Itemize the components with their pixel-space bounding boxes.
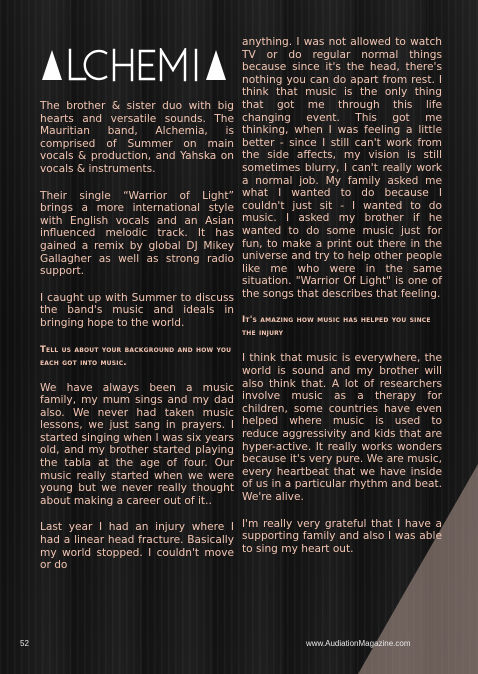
answer-paragraph-music-everywhere: I think that music is everywhere, the world is sound and my brother will also think that. A lot of researchers involve music as a therapy for children, some countries have even helped where music is used to reduce aggressivity and kids that are hyper-active. It really works wonders because it's very pure. We are music, every heartbeat that we have inside of us in a particular rhythm and beat. We're alive.: [242, 352, 442, 503]
answer-paragraph-continued: anything. I was not allowed to watch TV or do regular normal things because since it's the head, there's nothing you can do apart from rest. I think that music is the only thing that got me through this life changing event. This got me thinking, when I was feeling a little better - since I still can't work from the side affects, my vision is still sometimes blurry, I can't really work a normal job. My family asked me what I wanted to do because I couldn't just sit - I wanted to do music. I asked my brother if he wanted to do some music just for fun, to make a print out there in the universe and try to help other people like me who were in the same situation. "Warrior Of Light" is one of the songs that describes that feeling.: [242, 36, 442, 300]
alchemia-logo: [40, 48, 230, 82]
answer-paragraph-injury: Last year I had an injury where I had a linear head fracture. Basically my world stopped. I couldn't move or do: [40, 521, 234, 572]
left-column: [40, 100, 234, 586]
website-link[interactable]: www.AudiationMagazine.com: [306, 639, 411, 648]
interview-intro-paragraph: I caught up with Summer to discuss the band's music and ideals in bringing hope to the world.: [40, 291, 234, 329]
single-paragraph: Their single “Warrior of Light” brings a more international style with English vocals and an Asian influenced melodic track. It has gained a remix by global DJ Mikey Gallagher as well as strong radio support.: [40, 189, 234, 278]
intro-paragraph: The brother & sister duo with big hearts and versatile sounds. The Mauritian band, Alchemia, is comprised of Summer on main vocals & production, and Yahska on vocals & instruments.: [40, 100, 234, 175]
page-number: 52: [20, 639, 29, 648]
right-column: [242, 36, 442, 569]
answer-paragraph-grateful: I'm really very grateful that I have a supporting family and also I was able to sing my heart out.: [242, 517, 442, 555]
question-heading-music-helped: It's amazing how music has helped you since the injury: [242, 315, 431, 339]
question-heading-background: Tell us about your background and how you each got into music.: [40, 344, 232, 368]
answer-paragraph-family: We have always been a music family, my mum sings and my dad also. We never had taken music lessons, we just sang in prayers. I started singing when I was six years old, and my brother started playing the tabla at the age of four. Our music really started when we were young but we never really thought about making a career out of it..: [40, 381, 234, 507]
